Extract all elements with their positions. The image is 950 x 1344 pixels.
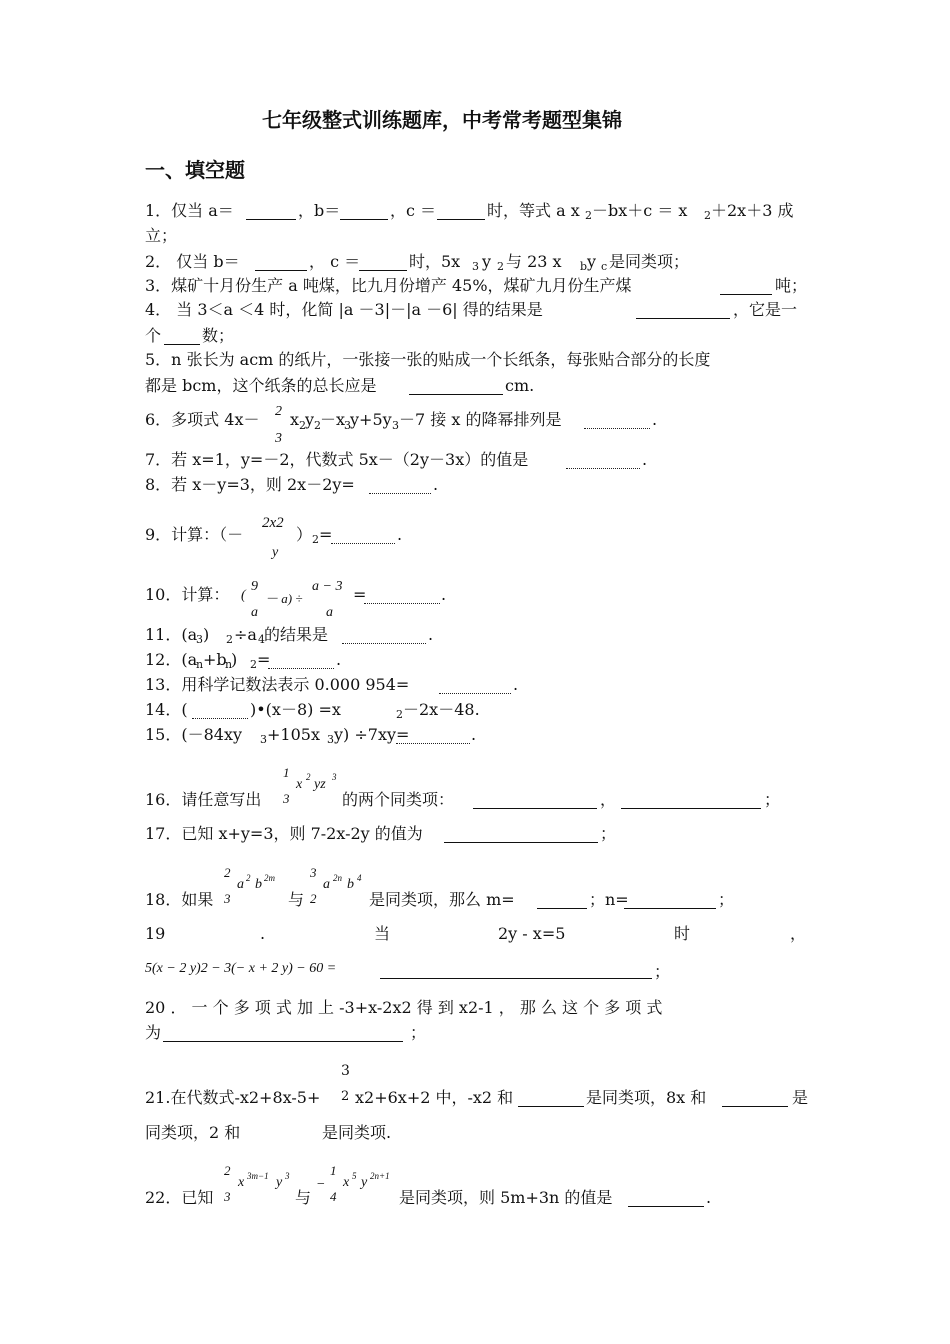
- q20-text-b: 为: [145, 1023, 162, 1042]
- q8-text-a: 8．若 x－y=3，则 2x－2y=: [145, 475, 355, 494]
- q20-blank[interactable]: [163, 1041, 403, 1042]
- q18-f2-b: b: [347, 877, 354, 892]
- q22-f1-e1: 3m−1: [247, 1171, 269, 1181]
- q22-text-a: 22．已知: [145, 1188, 214, 1207]
- q21-frac-num: 3: [341, 1063, 350, 1079]
- q11-text-a: 11．(a: [145, 625, 198, 644]
- q1-blank-a[interactable]: [246, 219, 296, 220]
- q22-text-d: .: [706, 1188, 712, 1207]
- q1-blank-c[interactable]: [437, 219, 485, 220]
- q21-text-b: x2+6x+2 中，-x2 和: [355, 1088, 514, 1107]
- q16-text-a: 16．请任意写出: [145, 790, 262, 809]
- q18-f1-e2: 2m: [264, 873, 275, 883]
- q3-blank[interactable]: [720, 294, 772, 295]
- q6-text-f: －7 接 x 的降幂排列是: [399, 410, 562, 429]
- q14-text-c: －2x－48.: [403, 700, 480, 719]
- q21-blank-b[interactable]: [722, 1106, 788, 1107]
- q21-text-f: 是同类项.: [322, 1123, 392, 1142]
- q22-blank[interactable]: [628, 1206, 704, 1207]
- q1-text-g: 立；: [145, 226, 178, 245]
- q12-blank[interactable]: [268, 668, 334, 669]
- q14-text-b: )•(x－8) =x: [250, 700, 341, 719]
- q22-f1-num: 2: [224, 1163, 231, 1178]
- q12-text-c: ): [231, 650, 238, 669]
- q6-frac-den: 3: [275, 431, 282, 446]
- q1-exp-d: 2: [585, 209, 592, 222]
- q16-expr-x: x: [296, 777, 303, 792]
- q19-end: ；: [654, 962, 671, 981]
- q1-text-a: 1．仅当 a＝: [145, 201, 234, 220]
- q16-text-c: ，: [600, 790, 617, 809]
- q2-blank-a[interactable]: [255, 270, 307, 271]
- q4-text-b: ，它是一: [733, 300, 798, 319]
- q19-comma: ，: [790, 924, 807, 943]
- q5-text-c: cm.: [505, 376, 535, 395]
- q16-blank-b[interactable]: [621, 808, 761, 809]
- q16-expr-yz: yz: [314, 777, 326, 792]
- q22-text-b: 与: [295, 1188, 312, 1207]
- q14-text-a: 14．(: [145, 700, 188, 719]
- q9-blank[interactable]: [331, 543, 395, 544]
- q3-text-a: 3．煤矿十月份生产 a 吨煤，比九月份增产 45%，煤矿九月份生产煤: [145, 276, 632, 295]
- q2-exp-e: b: [580, 260, 588, 273]
- page-title: 七年级整式训练题库，中考常考题型集锦: [262, 108, 622, 132]
- q19-blank[interactable]: [380, 978, 652, 979]
- q17-blank[interactable]: [444, 842, 598, 843]
- q6-exp-b: 2: [299, 419, 306, 432]
- q15-text-a: 15．(－84xy: [145, 725, 243, 744]
- q10-frac1-den: a: [251, 605, 258, 620]
- q22-f2-num: 1: [330, 1163, 337, 1178]
- q21-text-e: 同类项，2 和: [145, 1123, 241, 1142]
- q10-frac2-num: a − 3: [312, 579, 343, 594]
- q10-lparen: (: [241, 588, 246, 603]
- q12-exp-a: n: [196, 658, 204, 671]
- q10-mid: － a) ÷: [265, 591, 303, 606]
- q2-exp-d: 2: [497, 260, 504, 273]
- q15-text-d: .: [471, 725, 477, 744]
- q11-exp-c: 4: [258, 633, 265, 646]
- q2-text-f: y: [587, 252, 597, 271]
- q1-text-e: －bx＋c ＝ x: [592, 201, 688, 220]
- q21-blank-a[interactable]: [518, 1106, 584, 1107]
- q18-text-c: 是同类项，那么 m=: [369, 890, 515, 909]
- q13-blank[interactable]: [439, 693, 511, 694]
- q18-text-e: ；: [718, 890, 735, 909]
- q9-text-c: =: [319, 525, 333, 544]
- q19-expr: 5(x − 2 y)2 − 3(− x + 2 y) − 60 =: [145, 961, 337, 976]
- q7-text-b: .: [642, 450, 648, 469]
- q22-f1-x: x: [238, 1175, 245, 1190]
- q21-text-a: 21.在代数式-x2+8x-5+: [145, 1088, 321, 1107]
- q9-text-b: ）: [296, 525, 313, 544]
- q1-text-d: 时，等式 a x: [487, 201, 580, 220]
- q6-text-g: .: [652, 410, 658, 429]
- q19-time: 时: [674, 924, 691, 943]
- q2-text-d: y: [482, 252, 492, 271]
- q15-blank[interactable]: [396, 743, 470, 744]
- q1-blank-b[interactable]: [340, 219, 388, 220]
- q19-num: 19: [145, 924, 166, 943]
- q4-blank-a[interactable]: [636, 318, 730, 319]
- q9-exp-b: 2: [312, 533, 319, 546]
- q22-f1-y: y: [276, 1175, 283, 1190]
- q18-blank-m[interactable]: [537, 908, 587, 909]
- q6-exp-c: 2: [314, 419, 321, 432]
- q7-blank[interactable]: [566, 468, 640, 469]
- q18-f1-b: b: [255, 877, 262, 892]
- q11-exp-b: 2: [226, 633, 233, 646]
- q17-text-b: ；: [600, 824, 617, 843]
- q1-text-b: ，b＝: [298, 201, 341, 220]
- q9-text-a: 9．计算：（－: [145, 525, 244, 544]
- q22-f1-den: 3: [224, 1189, 231, 1204]
- q4-blank-b[interactable]: [164, 344, 200, 345]
- q14-exp-b: 2: [396, 708, 403, 721]
- q16-blank-a[interactable]: [473, 808, 597, 809]
- q15-text-c: y) ÷7xy=: [334, 725, 410, 744]
- q5-text-a: 5．n 张长为 acm 的纸片，一张接一张的贴成一个长纸条，每张贴合部分的长度: [145, 350, 711, 369]
- q16-expr-e1: 2: [306, 772, 311, 782]
- q4-text-a: 4． 当 3＜a ＜4 时，化简 |a －3|－|a －6| 得的结果是: [145, 300, 543, 319]
- q2-exp-f: c: [601, 260, 608, 273]
- section-heading: 一、填空题: [145, 158, 245, 182]
- q2-text-b: ， c ＝: [309, 252, 361, 271]
- q16-frac-num: 1: [283, 765, 290, 780]
- q9-frac-num: 2x2: [262, 515, 284, 531]
- q8-text-b: .: [433, 475, 439, 494]
- q1-text-f: ＋2x＋3 成: [711, 201, 794, 220]
- q22-f2-y: y: [361, 1175, 368, 1190]
- q18-f2-den: 2: [310, 891, 317, 906]
- q2-exp-c: 3: [472, 260, 479, 273]
- q11-text-d: 的结果是: [264, 625, 329, 644]
- q12-text-b: +b: [203, 650, 227, 669]
- q13-text-b: .: [513, 675, 519, 694]
- q6-text-a: 6．多项式 4x－: [145, 410, 260, 429]
- q22-f2-e1: 5: [352, 1171, 357, 1181]
- q12-text-a: 12．(a: [145, 650, 198, 669]
- q18-text-a: 18．如果: [145, 890, 214, 909]
- q11-text-e: .: [428, 625, 434, 644]
- q18-f2-e1: 2n: [333, 873, 342, 883]
- q1-exp-e: 2: [704, 209, 711, 222]
- q18-f2-a: a: [323, 877, 330, 892]
- q11-exp-a: 3: [196, 633, 203, 646]
- q2-text-g: 是同类项；: [609, 252, 690, 271]
- q16-frac-den: 3: [283, 791, 290, 806]
- q3-text-b: 吨；: [775, 276, 808, 295]
- q10-end: .: [441, 585, 447, 604]
- q18-text-d: ；n=: [589, 890, 629, 909]
- q6-frac-num: 2: [275, 404, 282, 419]
- q18-f1-den: 3: [224, 891, 231, 906]
- q7-text-a: 7．若 x=1，y=－2，代数式 5x－（2y－3x）的值是: [145, 450, 529, 469]
- q4-text-d: 数；: [202, 326, 235, 345]
- q1-text-c: ，c ＝: [390, 201, 437, 220]
- q15-text-b: +105x: [267, 725, 320, 744]
- q10-eq: =: [353, 585, 367, 604]
- q18-blank-n[interactable]: [624, 908, 716, 909]
- q11-blank[interactable]: [342, 643, 426, 644]
- q12-text-e: .: [336, 650, 342, 669]
- q18-f1-e1: 2: [246, 873, 251, 883]
- q13-text-a: 13．用科学记数法表示 0.000 954=: [145, 675, 410, 694]
- q22-f2-x: x: [343, 1175, 350, 1190]
- q22-f1-e2: 3: [285, 1171, 290, 1181]
- q16-text-b: 的两个同类项：: [342, 790, 455, 809]
- q6-text-e: y+5y: [350, 410, 392, 429]
- q19-cond: 2y - x=5: [498, 924, 566, 943]
- q14-blank[interactable]: [192, 718, 248, 719]
- q18-f1-a: a: [237, 877, 244, 892]
- q22-text-c: 是同类项，则 5m+3n 的值是: [399, 1188, 613, 1207]
- q5-text-b: 都是 bcm，这个纸条的总长应是: [145, 376, 377, 395]
- q12-exp-b: n: [225, 658, 233, 671]
- q22-f2-den: 4: [330, 1189, 337, 1204]
- q6-exp-e: 3: [392, 419, 399, 432]
- q21-text-c: 是同类项，8x 和: [586, 1088, 707, 1107]
- q16-text-d: ；: [764, 790, 781, 809]
- q15-exp-b: 3: [327, 733, 334, 746]
- q6-exp-d: 3: [344, 419, 351, 432]
- q21-text-d: 是: [792, 1088, 809, 1107]
- q9-frac-den: y: [272, 545, 279, 560]
- q12-exp-c: 2: [250, 658, 257, 671]
- q8-blank[interactable]: [369, 493, 431, 494]
- q18-f2-num: 3: [310, 865, 317, 880]
- q22-neg: −: [316, 1177, 326, 1192]
- q6-text-d: －x: [320, 410, 346, 429]
- q10-text-a: 10．计算：: [145, 585, 230, 604]
- q10-frac1-num: 9: [251, 579, 258, 594]
- q20-text-a: 20 ． 一 个 多 项 式 加 上 -3+x-2x2 得 到 x2-1 ， 那 么 这 个 多 项 式: [145, 998, 663, 1017]
- q2-text-a: 2． 仅当 b＝: [145, 252, 240, 271]
- q20-text-c: ；: [410, 1023, 427, 1042]
- q15-exp-a: 3: [260, 733, 267, 746]
- q4-text-c: 个: [145, 326, 162, 345]
- q5-blank[interactable]: [409, 394, 503, 395]
- q2-text-e: 与 23 x: [506, 252, 562, 271]
- q21-frac-den: 2: [341, 1089, 350, 1104]
- q19-dot: .: [260, 924, 266, 943]
- q11-text-c: ÷a: [234, 625, 257, 644]
- q11-text-b: ): [203, 625, 210, 644]
- q2-blank-b[interactable]: [359, 270, 407, 271]
- q12-text-d: =: [257, 650, 271, 669]
- q6-text-b: x: [290, 410, 300, 429]
- q6-blank[interactable]: [584, 428, 650, 429]
- q9-text-d: .: [397, 525, 403, 544]
- q10-frac2-den: a: [326, 605, 333, 620]
- q19-when: 当: [374, 924, 391, 943]
- q17-text-a: 17．已知 x+y=3，则 7-2x-2y 的值为: [145, 824, 423, 843]
- q2-text-c: 时，5x: [409, 252, 461, 271]
- q18-text-b: 与: [288, 890, 305, 909]
- q22-f2-e2: 2n+1: [370, 1171, 390, 1181]
- q6-text-c: y: [305, 410, 315, 429]
- q16-expr-e2: 3: [332, 772, 337, 782]
- q18-f1-num: 2: [224, 865, 231, 880]
- q18-f2-e2: 4: [357, 873, 362, 883]
- q10-blank[interactable]: [364, 603, 440, 604]
